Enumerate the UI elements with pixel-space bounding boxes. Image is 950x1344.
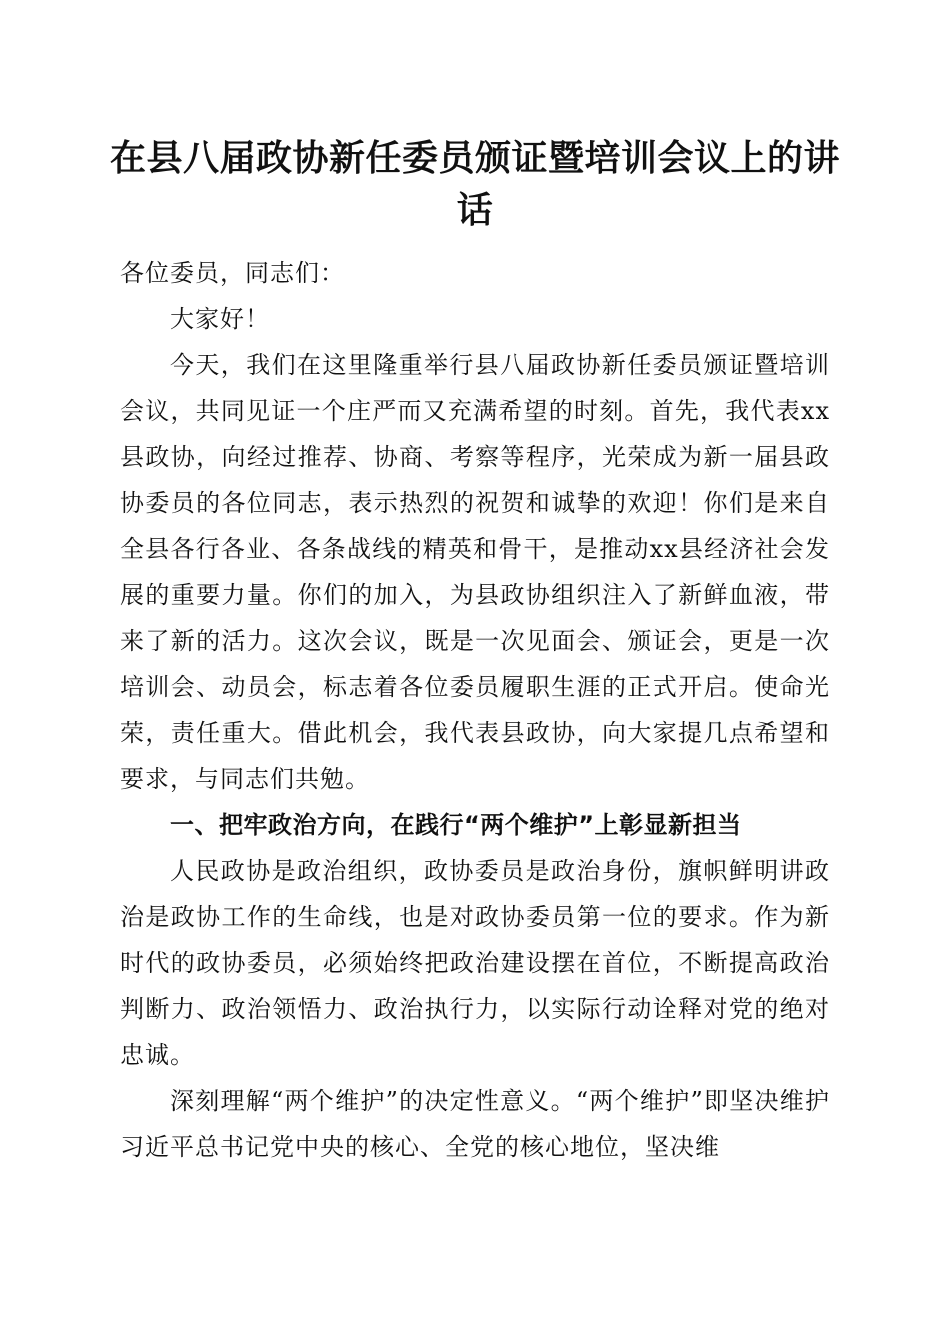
section1-paragraph-2: 深刻理解“两个维护”的决定性意义。“两个维护”即坚决维护习近平总书记党中央的核心、全党的核心地位，坚决维 <box>120 1087 830 1161</box>
section-heading-1: 一、把牢政治方向，在践行“两个维护”上彰显新担当 <box>170 811 742 839</box>
page-title: 在县八届政协新任委员颁证暨培训会议上的讲话 <box>110 137 841 231</box>
document-body <box>120 250 830 1170</box>
salutation: 各位委员，同志们： <box>120 259 345 287</box>
greeting: 大家好！ <box>170 305 270 333</box>
intro-paragraph: 今天，我们在这里隆重举行县八届政协新任委员颁证暨培训会议，共同见证一个庄严而又充满希望的时刻。首先，我代表xx县政协，向经过推荐、协商、考察等程序，光荣成为新一届县政协委员的各位同志，表示热烈的祝贺和诚挚的欢迎！你们是来自全县各行各业、各条战线的精英和骨干，是推动xx县经济社会发展的重要力量。你们的加入，为县政协组织注入了新鲜血液，带来了新的活力。这次会议，既是一次见面会、颁证会，更是一次培训会、动员会，标志着各位委员履职生涯的正式开启。使命光荣，责任重大。借此机会，我代表县政协，向大家提几点希望和要求，与同志们共勉。 <box>120 351 830 793</box>
section1-paragraph-1: 人民政协是政治组织，政协委员是政治身份，旗帜鲜明讲政治是政协工作的生命线，也是对政协委员第一位的要求。作为新时代的政协委员，必须始终把政治建设摆在首位，不断提高政治判断力、政治领悟力、政治执行力，以实际行动诠释对党的绝对忠诚。 <box>120 857 830 1069</box>
